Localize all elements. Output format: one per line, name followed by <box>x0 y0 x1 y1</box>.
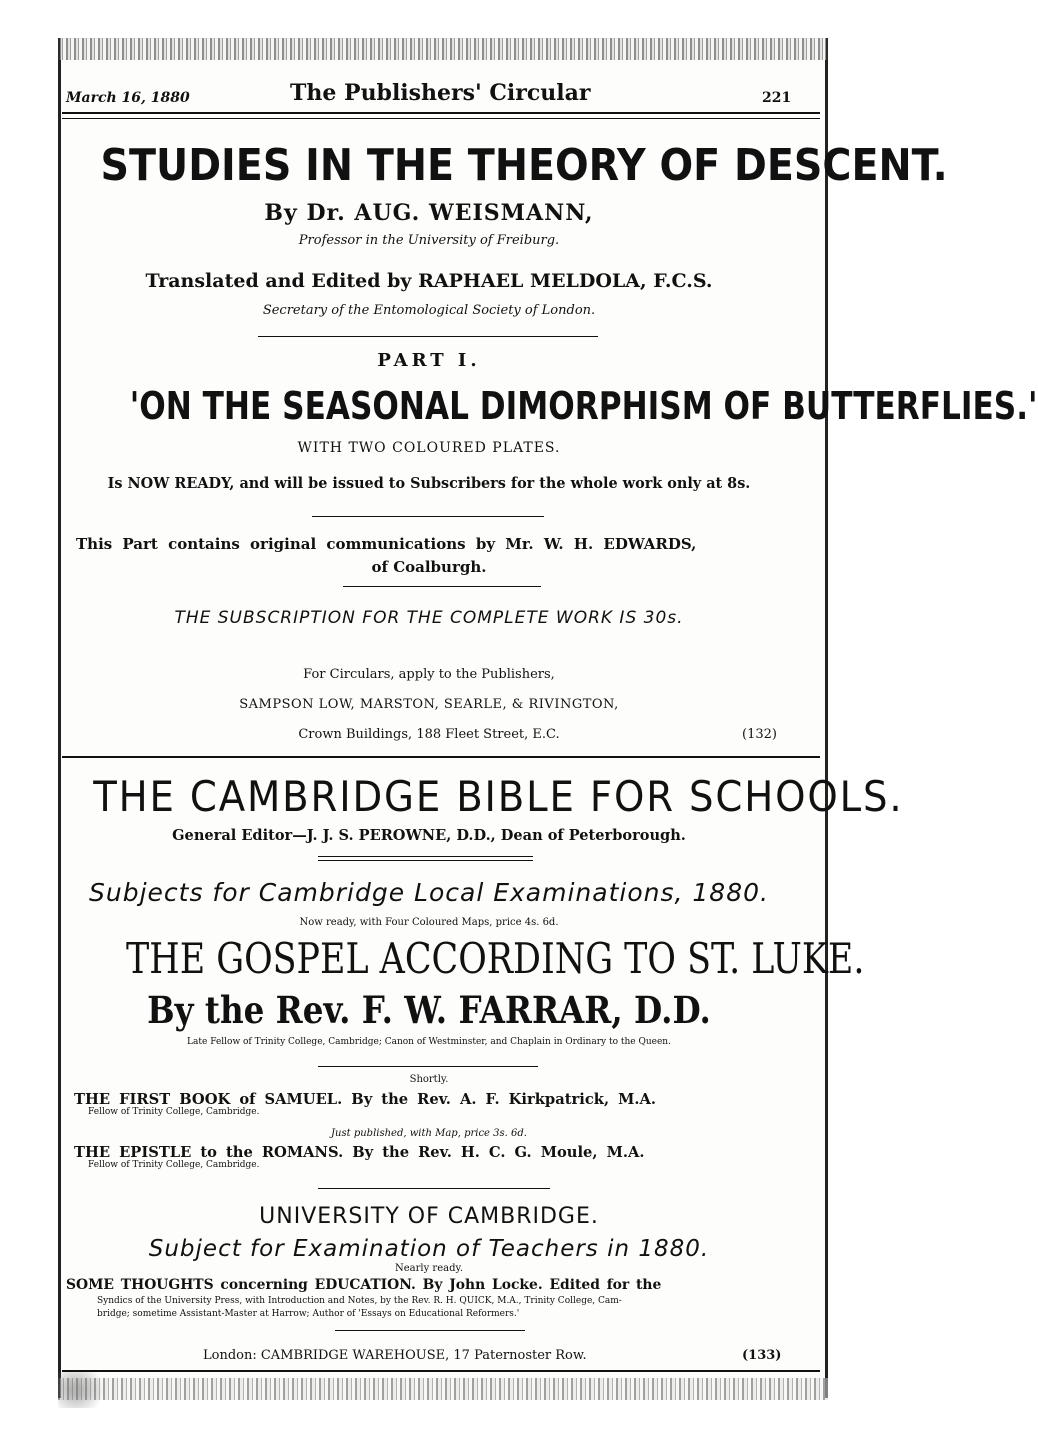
bottom-scan-edge <box>58 1378 828 1400</box>
header-rule <box>62 112 820 114</box>
ad2-university: UNIVERSITY OF CAMBRIDGE. <box>259 1204 599 1229</box>
ad2-number: (133) <box>742 1348 782 1363</box>
ad2-gospel: THE GOSPEL ACCORDING TO ST. LUKE. <box>126 934 865 983</box>
ad2-locke-line3: bridge; sometime Assistant-Master at Harrow; Author of 'Essays on Educational Reformers.' <box>97 1309 520 1319</box>
ad2-romans: THE EPISTLE to the ROMANS. By the Rev. H. C. G. Moule, M.A. <box>74 1143 645 1161</box>
ad1-author-role: Professor in the University of Freiburg. <box>298 233 560 248</box>
ad1-contents-1: This Part contains original communications by Mr. W. H. EDWARDS, <box>76 535 697 553</box>
ad1-address: Crown Buildings, 188 Fleet Street, E.C. <box>298 727 560 742</box>
ad1-apply: For Circulars, apply to the Publishers, <box>303 667 555 682</box>
ad2-divider-1 <box>318 1066 538 1067</box>
ad2-double-rule-2 <box>318 860 533 861</box>
ad1-part: PART I. <box>377 350 481 371</box>
ad2-divider-3 <box>335 1330 525 1331</box>
ad2-london: London: CAMBRIDGE WAREHOUSE, 17 Paternoster Row. <box>203 1348 587 1363</box>
header-date: March 16, 1880 <box>66 90 190 106</box>
ad1-translator: Translated and Edited by RAPHAEL MELDOLA, F.C.S. <box>145 270 713 292</box>
ad2-locke-line2: Syndics of the University Press, with Introduction and Notes, by the Rev. R. H. QUICK, M.A., Trinity College, Cam- <box>97 1296 622 1306</box>
ad1-divider-3 <box>343 586 541 587</box>
ad1-divider-2 <box>312 516 544 517</box>
ad1-part-title: 'ON THE SEASONAL DIMORPHISM OF BUTTERFLIES.' <box>129 384 1038 428</box>
ad1-author: By Dr. AUG. WEISMANN, <box>264 200 594 226</box>
section-rule <box>62 756 820 758</box>
ad2-title: THE CAMBRIDGE BIBLE FOR SCHOOLS. <box>93 772 904 821</box>
ad1-contents-2: of Coalburgh. <box>371 558 487 576</box>
ad1-title: STUDIES IN THE THEORY OF DESCENT. <box>100 140 948 191</box>
ad1-ready: Is NOW READY, and will be issued to Subscribers for the whole work only at 8s. <box>107 474 751 492</box>
ad1-divider-1 <box>258 336 598 337</box>
scan-blot <box>58 1372 118 1408</box>
ad1-plates: WITH TWO COLOURED PLATES. <box>297 440 561 456</box>
ad2-editor: General Editor—J. J. S. PEROWNE, D.D., Dean of Peterborough. <box>172 826 686 844</box>
ad2-double-rule-1 <box>318 856 533 857</box>
header-rule-2 <box>62 118 820 119</box>
top-scan-edge <box>58 38 828 60</box>
ad1-subscription: THE SUBSCRIPTION FOR THE COMPLETE WORK IS 30s. <box>174 608 684 628</box>
ad2-romans-role: Fellow of Trinity College, Cambridge. <box>88 1160 260 1170</box>
header-page-number: 221 <box>762 90 792 106</box>
footer-rule <box>62 1370 820 1372</box>
ad2-teachers: Subject for Examination of Teachers in 1880. <box>148 1236 710 1262</box>
ad2-subjects: Subjects for Cambridge Local Examinations, 1880. <box>89 878 769 907</box>
ad2-nearly-ready: Nearly ready. <box>395 1263 463 1274</box>
ad2-shortly: Shortly. <box>409 1074 449 1085</box>
ad1-publishers: SAMPSON LOW, MARSTON, SEARLE, & RIVINGTON, <box>239 697 619 712</box>
ad2-gospel-author-role: Late Fellow of Trinity College, Cambridge; Canon of Westminster, and Chaplain in Ordinary to the Queen. <box>187 1037 671 1047</box>
ad2-gospel-author: By the Rev. F. W. FARRAR, D.D. <box>147 988 711 1032</box>
ad2-locke: SOME THOUGHTS concerning EDUCATION. By John Locke. Edited for the <box>66 1277 662 1293</box>
ad1-translator-role: Secretary of the Entomological Society of London. <box>262 303 596 318</box>
ad1-number: (132) <box>742 727 777 742</box>
ad2-romans-note: Just published, with Map, price 3s. 6d. <box>331 1128 527 1139</box>
ad2-samuel-role: Fellow of Trinity College, Cambridge. <box>88 1107 260 1117</box>
ad2-samuel: THE FIRST BOOK of SAMUEL. By the Rev. A. F. Kirkpatrick, M.A. <box>74 1090 657 1108</box>
header-title: The Publishers' Circular <box>290 80 591 106</box>
ad2-ready-note: Now ready, with Four Coloured Maps, price 4s. 6d. <box>299 917 559 928</box>
ad2-divider-2 <box>318 1188 550 1189</box>
